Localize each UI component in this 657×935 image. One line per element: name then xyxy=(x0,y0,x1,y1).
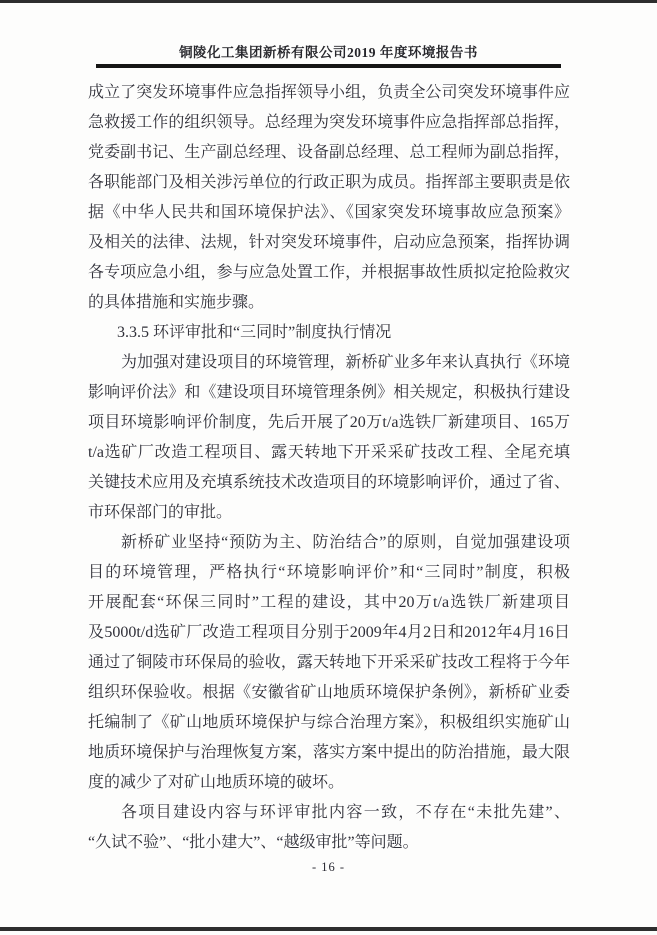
text-line: 市环保部门的审批。 xyxy=(88,504,233,521)
text-line: “久试不验”、“批小建大”、“越级审批”等问题。 xyxy=(88,834,419,851)
text-line: 开展配套“环保三同时”工程的建设，其中20万t/a选铁厂新建项目 xyxy=(88,594,570,611)
text-line: 各职能部门及相关涉污单位的行政正职为成员。指挥部主要职责是依 xyxy=(88,174,570,191)
text-line: 影响评价法》和《建设项目环境管理条例》相关规定，积极执行建设 xyxy=(88,384,570,401)
text-line: 为加强对建设项目的环境管理，新桥矿业多年来认真执行《环境 xyxy=(121,354,570,371)
text-line: 的具体措施和实施步骤。 xyxy=(88,294,265,311)
page-number: - 16 - xyxy=(311,860,346,874)
text-line: 关键技术应用及充填系统技术改造项目的环境影响评价，通过了省、 xyxy=(88,474,570,491)
text-line: t/a选矿厂改造工程项目、露天转地下开采采矿技改工程、全尾充填 xyxy=(88,444,570,461)
scan-edge-bottom xyxy=(0,927,657,931)
section-heading: 3.3.5 环评审批和“三同时”制度执行情况 xyxy=(117,324,392,341)
text-line: 急救援工作的组织领导。总经理为突发环境事件应急指挥部总指挥， xyxy=(88,114,570,131)
page-header-title: 铜陵化工集团新桥有限公司2019 年度环境报告书 xyxy=(179,45,478,60)
text-line: 地质环境保护与治理恢复方案，落实方案中提出的防治措施，最大限 xyxy=(88,744,570,761)
text-line: 据《中华人民共和国环境保护法》、《国家突发环境事故应急预案》 xyxy=(88,204,570,221)
text-line: 通过了铜陵市环保局的验收，露天转地下开采采矿技改工程将于今年 xyxy=(88,654,570,671)
text-line: 度的减少了对矿山地质环境的破坏。 xyxy=(88,774,345,791)
text-line: 党委副书记、生产副总经理、设备副总经理、总工程师为副总指挥， xyxy=(88,144,570,161)
text-line: 各项目建设内容与环评审批内容一致，不存在“未批先建”、 xyxy=(121,804,570,821)
text-line: 组织环保验收。根据《安徽省矿山地质环境保护条例》，新桥矿业委 xyxy=(88,684,570,701)
document-body xyxy=(88,78,570,858)
scan-edge-top xyxy=(0,0,657,3)
text-line: 各专项应急小组，参与应急处置工作，并根据事故性质拟定抢险救灾 xyxy=(88,264,570,281)
text-line: 目的环境管理，严格执行“环境影响评价”和“三同时”制度，积极 xyxy=(88,564,570,581)
header-rule xyxy=(96,64,561,68)
text-line: 托编制了《矿山地质环境保护与综合治理方案》，积极组织实施矿山 xyxy=(88,714,570,731)
text-line: 及5000t/d选矿厂改造工程项目分别于2009年4月2日和2012年4月16日 xyxy=(88,624,570,641)
text-line: 项目环境影响评价制度，先后开展了20万t/a选铁厂新建项目、165万 xyxy=(88,414,570,431)
text-line: 及相关的法律、法规，针对突发环境事件，启动应急预案，指挥协调 xyxy=(88,234,570,251)
text-line: 新桥矿业坚持“预防为主、防治结合”的原则，自觉加强建设项 xyxy=(121,534,570,551)
text-line: 成立了突发环境事件应急指挥领导小组，负责全公司突发环境事件应 xyxy=(88,84,570,101)
